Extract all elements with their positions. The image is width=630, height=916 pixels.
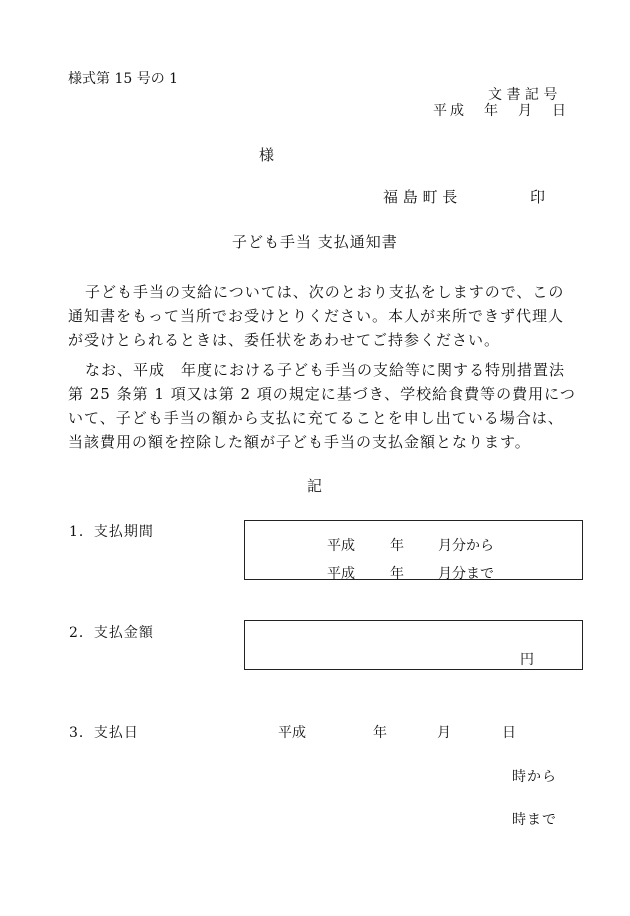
period-to-month: 月分まで <box>438 566 494 582</box>
payment-date-label: 3．支払日 <box>69 725 139 741</box>
body-line-6: いて、子ども手当の額から支払に充てることを申し出ている場合は、 <box>68 409 564 427</box>
amount-unit: 円 <box>520 652 534 668</box>
period-from-month: 月分から <box>438 538 494 554</box>
body-line-7: 当該費用の額を控除した額が子ども手当の支払金額となります。 <box>68 433 531 451</box>
document-reference: 文 書 記 号 <box>488 87 558 103</box>
period-box <box>244 520 583 580</box>
period-label: 1．支払期間 <box>69 524 154 540</box>
payment-time-to: 時まで <box>512 812 557 828</box>
issue-date: 平成 年 月 日 <box>433 103 569 119</box>
period-to-year: 年 <box>390 566 404 582</box>
payment-date-month: 月 <box>437 725 451 741</box>
body-line-5: 第 25 条第 1 項又は第 2 項の規定に基づき、学校給食費等の費用につ <box>68 385 576 403</box>
period-from-year: 年 <box>390 538 404 554</box>
recipient-suffix: 様 <box>259 146 275 164</box>
payment-time-from: 時から <box>512 769 557 785</box>
payment-date-era: 平成 <box>278 725 306 741</box>
period-to-era: 平成 <box>327 566 355 582</box>
period-from-era: 平成 <box>327 538 355 554</box>
amount-label: 2．支払金額 <box>69 625 154 641</box>
body-line-3: が受けとられるときは、委任状をあわせてご持参ください。 <box>68 331 501 349</box>
body-line-2: 通知書をもって当所でお受けとりください。本人が来所できず代理人 <box>68 307 565 325</box>
seal-mark: 印 <box>530 188 546 206</box>
document-title: 子ども手当 支払通知書 <box>232 233 398 251</box>
payment-date-year: 年 <box>373 725 387 741</box>
issuer-name: 福 島 町 長 <box>383 188 458 206</box>
form-number: 様式第 15 号の 1 <box>68 71 179 87</box>
payment-date-day: 日 <box>502 725 516 741</box>
body-line-1: 子ども手当の支給については、次のとおり支払をしますので、この <box>85 283 565 301</box>
ki-heading: 記 <box>307 477 323 495</box>
body-line-4: なお、平成 年度における子ども手当の支給等に関する特別措置法 <box>85 361 566 379</box>
amount-box <box>244 620 583 670</box>
